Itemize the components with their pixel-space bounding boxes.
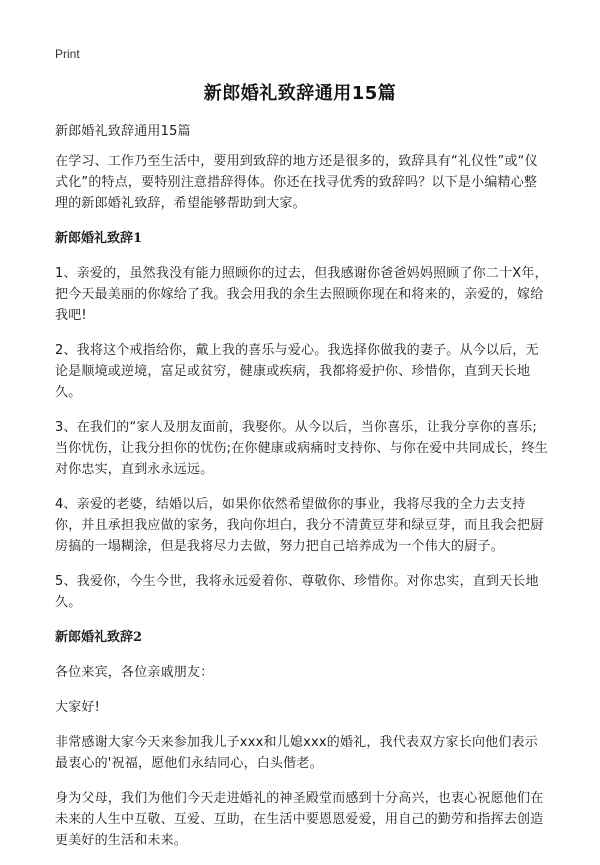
intro-paragraph: 在学习、工作乃至生活中，要用到致辞的地方还是很多的，致辞具有“礼仪性”或“仪式化”的特点，要特别注意措辞得体。你还在找寻优秀的致辞吗？以下是小编精心整理的新郎婚礼致辞，希望能够帮助到大家。	[55, 154, 538, 211]
paragraph: 2、我将这个戒指给你，戴上我的喜乐与爱心。我选择你做我的妻子。从今以后，无论是顺境或逆境，富足或贫穷，健康或疾病，我都将爱护你、珍惜你，直到天长地久。	[55, 343, 539, 400]
paragraph: 4、亲爱的老婆，结婚以后，如果你依然希望做你的事业，我将尽我的全力去支持你，并且承担我应做的家务，我向你坦白，我分不清黄豆芽和绿豆芽，而且我会把厨房搞的一塌糊涂，但是我将尽力去做，努力把自己培养成为一个伟大的厨子。	[55, 497, 544, 554]
page-title: 新郎婚礼致辞通用15篇	[203, 83, 397, 104]
section-heading: 新郎婚礼致辞2	[55, 630, 143, 645]
paragraph: 非常感谢大家今天来参加我儿子xxx和儿媳xxx的婚礼，我代表双方家长向他们表示最衷心的'祝福，愿他们永结同心，白头偕老。	[55, 735, 538, 771]
paragraph: 5、我爱你，今生今世，我将永远爱着你、尊敬你、珍惜你。对你忠实，直到天长地久。	[55, 574, 539, 610]
paragraph: 身为父母，我们为他们今天走进婚礼的神圣殿堂而感到十分高兴，也衷心祝愿他们在未来的人生中互敬、互爱、互助，在生活中要恩恩爱爱，用自己的勤劳和指挥去创造更美好的生活和未来。	[55, 791, 544, 848]
document-subtitle: 新郎婚礼致辞通用15篇	[55, 124, 191, 139]
paragraph: 大家好!	[55, 700, 101, 715]
paragraph: 各位来宾，各位亲戚朋友：	[55, 665, 214, 680]
paragraph: 3、在我们的“家人及朋友面前，我娶你。从今以后，当你喜乐，让我分享你的喜乐;当你忧伤，让我分担你的忧伤;在你健康或病痛时支持你、与你在爱中共同成长，终生对你忠实，直到永永远远。	[55, 420, 548, 477]
section-heading: 新郎婚礼致辞1	[55, 231, 143, 246]
document-body	[55, 121, 550, 865]
print-label[interactable]: Print	[55, 47, 80, 61]
paragraph: 1、亲爱的，虽然我没有能力照顾你的过去，但我感谢你爸爸妈妈照顾了你二十X年，把今天最美丽的你嫁给了我。我会用我的余生去照顾你现在和将来的，亲爱的，嫁给我吧!	[55, 266, 548, 323]
